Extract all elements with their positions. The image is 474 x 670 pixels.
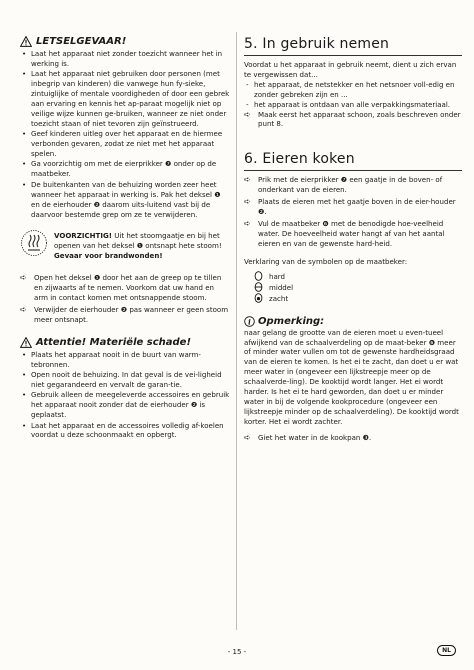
hand-arrow-icon: ➪ bbox=[244, 175, 251, 185]
egg-outline-icon bbox=[254, 271, 263, 281]
egg-soft-icon bbox=[254, 293, 263, 303]
symbols-intro: Verklaring van de symbolen op de maatbeker: bbox=[244, 256, 408, 266]
injury-warning-heading bbox=[20, 36, 230, 47]
hand-arrow-icon: ➪ bbox=[20, 304, 27, 314]
list-item: • Laat het apparaat niet zonder toezicht wanneer het in werking is. bbox=[20, 49, 230, 69]
hand-arrow-icon: ➪ bbox=[244, 218, 251, 228]
step-text: Verwijder de eierhouder ❷ pas wanneer er geen stoom meer ontsnapt. bbox=[34, 304, 229, 324]
left-steps bbox=[20, 273, 230, 325]
left-column bbox=[20, 36, 230, 441]
language-badge: NL bbox=[437, 645, 456, 656]
hand-arrow-icon: ➪ bbox=[244, 109, 251, 119]
step-text: Plaats de eieren met het gaatje boven in de eier-houder ❷. bbox=[258, 197, 456, 217]
step-item bbox=[20, 273, 230, 303]
step-item bbox=[244, 175, 462, 195]
section-5-intro: Voordat u het apparaat in gebruik neemt, dient u zich ervan te vergewissen dat... bbox=[244, 60, 457, 79]
step-item bbox=[244, 433, 462, 443]
list-item: • Plaats het apparaat nooit in de buurt van warm-tebronnen. bbox=[20, 350, 230, 370]
symbol-legend bbox=[254, 271, 462, 304]
step-item bbox=[20, 305, 230, 325]
symbol-label: hard bbox=[269, 271, 286, 281]
egg-half-icon bbox=[254, 282, 263, 292]
hand-arrow-icon: ➪ bbox=[20, 273, 27, 283]
injury-warning-title: LETSELGEVAAR! bbox=[36, 36, 127, 47]
list-item: • Laat het apparaat en de accessoires volledig af-koelen voordat u deze schoonmaakt en opbergt. bbox=[20, 421, 230, 441]
symbol-label: middel bbox=[269, 282, 294, 292]
list-item: • Gebruik alleen de meegeleverde accessoires en gebruik het apparaat nooit zonder dat de eierhouder ❷ is geplaatst. bbox=[20, 390, 230, 420]
list-item: • Open nooit de behuizing. In dat geval is de vei-ligheid niet gegarandeerd en vervalt de garan-tie. bbox=[20, 370, 230, 390]
note-text: naar gelang de grootte van de eieren moet u even-tueel afwijkend van de schaalverdeling op de maat-beker ❻ meer of minder water vullen om tot de gewenste hardheidsgraad van de eieren te komen. Is het ei te zacht, dan doet u er wat meer water in (ongeveer een lijkstreepje meer op de schaalverde-ling). De kooktijd wordt langer. Het ei wordt harder. Is het ei te hard geworden, dan doet u er minder water in bij de volgende kookprocedure (ongeveer een lijkstreepje minder op de schaalverdeling). De kooktijd wordt korter. Het ei wordt zachter. bbox=[244, 327, 459, 426]
warning-triangle-icon bbox=[20, 337, 32, 348]
step-text: Giet het water in de kookpan ❸. bbox=[258, 432, 372, 442]
attention-heading bbox=[20, 337, 230, 348]
symbol-hard bbox=[254, 271, 462, 282]
symbol-zacht bbox=[254, 293, 462, 304]
list-item: • De buitenkanten van de behuizing worden zeer heet wanneer het apparaat in werking is. Pak het deksel ❶ en de eierhouder ❷ daarom uits-luitend vast bij de daarvoor bestemde grep om ze te verwijderen. bbox=[20, 180, 230, 220]
symbol-middel bbox=[254, 282, 462, 293]
attention-list bbox=[20, 350, 230, 441]
list-item: • Laat het apparaat niet gebruiken door personen (met inbegrip van kinderen) die vanwege hun fy-sieke, zintuiglijke of mentale voordigheden of door een gebrek aan ervaring en kennis het ap-paraat mogelijk niet op veilige wijze kunnen ge-bruiken, wanneer ze niet onder toezicht staan of niet tevoren zijn geïnstrueerd. bbox=[20, 69, 230, 128]
note-heading bbox=[244, 316, 462, 327]
steam-hazard-icon bbox=[20, 229, 48, 257]
step-item bbox=[244, 110, 462, 130]
list-item: - het apparaat is ontdaan van alle verpakkingsmateriaal. bbox=[244, 100, 462, 110]
caution-label: VOORZICHTIG! bbox=[54, 231, 112, 241]
list-item: • Ga voorzichtig om met de eierprikker ❼ onder op de maatbeker. bbox=[20, 159, 230, 179]
right-column bbox=[244, 36, 462, 445]
step-text: Open het deksel ❶ door het aan de greep op te tillen en zijwaarts af te nemen. Voorkom dat uw hand en arm in contact komen met ontsnappende stoom. bbox=[34, 273, 222, 302]
symbol-label: zacht bbox=[269, 293, 289, 303]
hand-arrow-icon: ➪ bbox=[244, 197, 251, 207]
info-icon bbox=[244, 316, 255, 327]
section-5-list bbox=[244, 80, 462, 110]
note-title: Opmerking: bbox=[258, 315, 325, 327]
section-5-title: 5. In gebruik nemen bbox=[244, 36, 462, 56]
caution-body: Uit het stoomgaatje en bij het openen van het deksel ❶ ontsnapt hete stoom! bbox=[54, 231, 222, 251]
step-item bbox=[244, 197, 462, 217]
step-text: Vul de maatbeker ❻ met de benodigde hoe-veelheid water. De hoeveelheid water hangt af van het aantal eieren en van de gewenste hard-heid. bbox=[258, 218, 445, 248]
list-item: - het apparaat, de netstekker en het netsnoer voll-edig en zonder gebreken zijn en ... bbox=[244, 80, 462, 100]
caution-emphasis: Gevaar voor brandwonden! bbox=[54, 251, 163, 261]
hand-arrow-icon: ➪ bbox=[244, 432, 251, 442]
caution-text bbox=[54, 231, 230, 261]
step-item bbox=[244, 219, 462, 249]
section-6-title: 6. Eieren koken bbox=[244, 151, 462, 171]
warning-triangle-icon bbox=[20, 36, 32, 47]
caution-block bbox=[20, 231, 230, 261]
injury-warning-list bbox=[20, 49, 230, 219]
page-number: - 15 - bbox=[227, 648, 247, 656]
attention-title: Attentie! Materiële schade! bbox=[36, 336, 192, 348]
step-text: Maak eerst het apparaat schoon, zoals beschreven onder punt 8. bbox=[258, 109, 461, 129]
step-text: Prik met de eierprikker ❼ een gaatje in de boven- of onderkant van de eieren. bbox=[258, 175, 443, 195]
svg-text:i: i bbox=[248, 316, 251, 326]
column-divider bbox=[236, 32, 237, 630]
list-item: • Geef kinderen uitleg over het apparaat en de hiermee verbonden gevaren, zodat ze niet met het apparaat spelen. bbox=[20, 129, 230, 159]
